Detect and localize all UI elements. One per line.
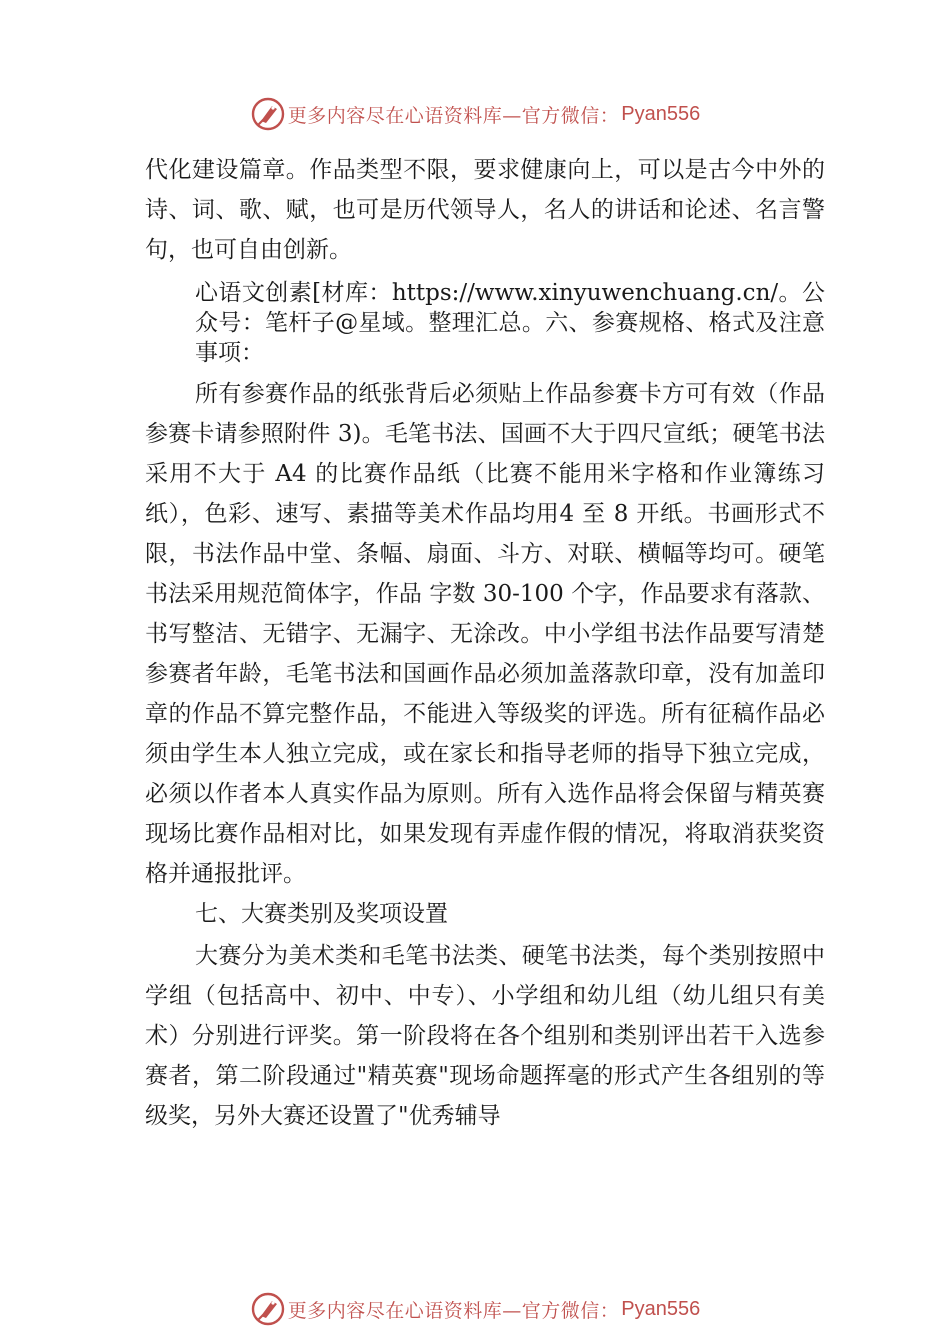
paragraph-intro: 代化建设篇章。作品类型不限，要求健康向上，可以是古今中外的诗、词、歌、赋，也可是历代领导人，名人的讲话和论述、名言警句，也可自由创新。: [145, 157, 825, 263]
document-body: [145, 150, 825, 1136]
header-banner: [0, 94, 950, 134]
footer-wechat-id: Pyan556: [621, 1297, 701, 1320]
paragraph-source-note: 心语文创素[材库：https://www.xinyuwenchuang.cn/。公众号：笔杆子@星域。整理汇总。六、参赛规格、格式及注意事项：: [195, 280, 825, 366]
pen-nib-logo-icon: [250, 96, 286, 132]
pen-nib-logo-icon: [250, 1291, 286, 1327]
section-heading-7: 七、大赛类别及奖项设置: [195, 901, 448, 927]
header-wechat-id: Pyan556: [621, 102, 701, 125]
header-promo-text: 更多内容尽在心语资料库—官方微信：: [287, 104, 620, 127]
footer-banner: [0, 1289, 950, 1329]
footer-promo-text: 更多内容尽在心语资料库—官方微信：: [287, 1299, 620, 1322]
paragraph-rules: 所有参赛作品的纸张背后必须贴上作品参赛卡方可有效（作品参赛卡请参照附件 3)。毛笔书法、国画不大于四尺宣纸；硬笔书法采用不大于 A4 的比赛作品纸（比赛不能用米字格和作业簿练习纸），色彩、速写、素描等美术作品均用4 至 8 开纸。书画形式不限，书法作品中堂、条幅、扇面、斗方、对联、横幅等均可。硬笔书法采用规范简体字，作品 字数 30-100 个字，作品要求有落款、书写整洁、无错字、无漏字、无涂改。中小学组书法作品要写清楚参赛者年龄，毛笔书法和国画作品必须加盖落款印章，没有加盖印章的作品不算完整作品，不能进入等级奖的评选。所有征稿作品必须由学生本人独立完成，或在家长和指导老师的指导下独立完成，必须以作者本人真实作品为原则。所有入选作品将会保留与精英赛现场比赛作品相对比，如果发现有弄虚作假的情况，将取消获奖资格并通报批评。: [145, 381, 825, 887]
paragraph-categories: 大赛分为美术类和毛笔书法类、硬笔书法类，每个类别按照中学组（包括高中、初中、中专）、小学组和幼儿组（幼儿组只有美术）分别进行评奖。第一阶段将在各个组别和类别评出若干入选参赛者，第二阶段通过"精英赛"现场命题挥毫的形式产生各组别的等级奖，另外大赛还设置了"优秀辅导: [145, 943, 825, 1129]
